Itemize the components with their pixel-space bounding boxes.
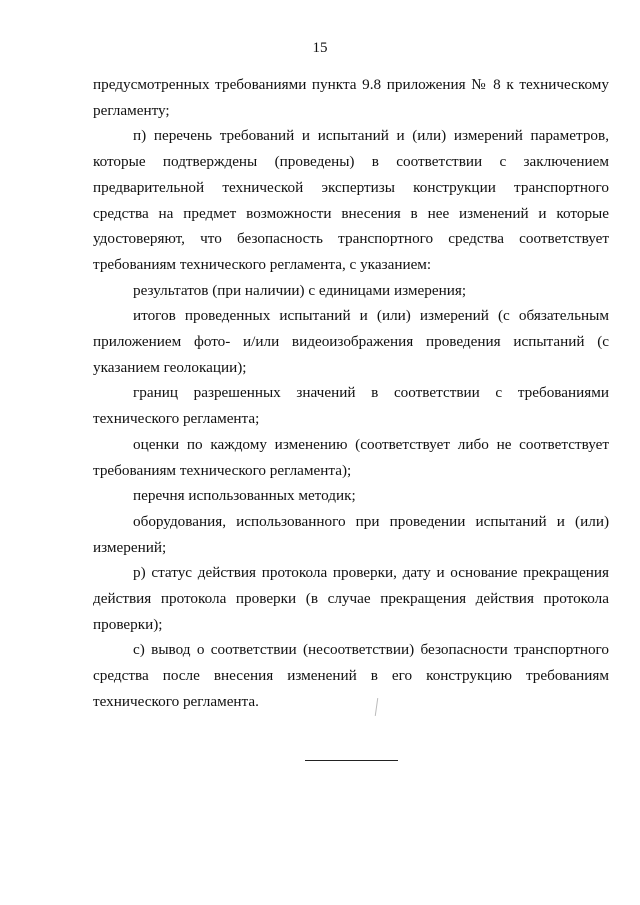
paragraph-continuation: предусмотренных требованиями пункта 9.8 приложения № 8 к техническому регламенту; — [93, 76, 609, 119]
paragraph-item-s: с) вывод о соответствии (несоответствии) безопасности транспортного средства после внесения изменений в его конструкцию требованиям технического регламента. — [93, 641, 609, 710]
paragraph-results: результатов (при наличии) с единицами измерения; — [133, 281, 467, 299]
paragraph-assessment: оценки по каждому изменению (соответствует либо не соответствует требованиям технического регламента); — [93, 435, 609, 479]
document-body — [93, 72, 609, 715]
paragraph-item-p: п) перечень требований и испытаний и (или) измерений параметров, которые подтверждены (проведены) в соответствии с заключением предварительной технической экспертизы конструкции транспортного средства на предмет возможности внесения в нее изменений и которые удостоверяют, что безопасность транспортного средства соответствует требованиям технического регламента, с указанием: — [93, 127, 609, 273]
end-rule — [305, 760, 398, 761]
paragraph-value-limits: границ разрешенных значений в соответствии с требованиями технического регламента; — [93, 384, 609, 428]
paragraph-test-outcomes: итогов проведенных испытаний и (или) измерений (с обязательным приложением фото- и/или видеоизображения проведения испытаний (с указанием геолокации); — [93, 307, 609, 376]
paragraph-equipment: оборудования, использованного при проведении испытаний и (или) измерений; — [93, 512, 609, 556]
paragraph-item-r: р) статус действия протокола проверки, дату и основание прекращения действия протокола проверки (в случае прекращения действия протокола проверки); — [93, 564, 609, 633]
page-number: 15 — [312, 40, 328, 56]
paragraph-methods: перечня использованных методик; — [133, 487, 356, 505]
